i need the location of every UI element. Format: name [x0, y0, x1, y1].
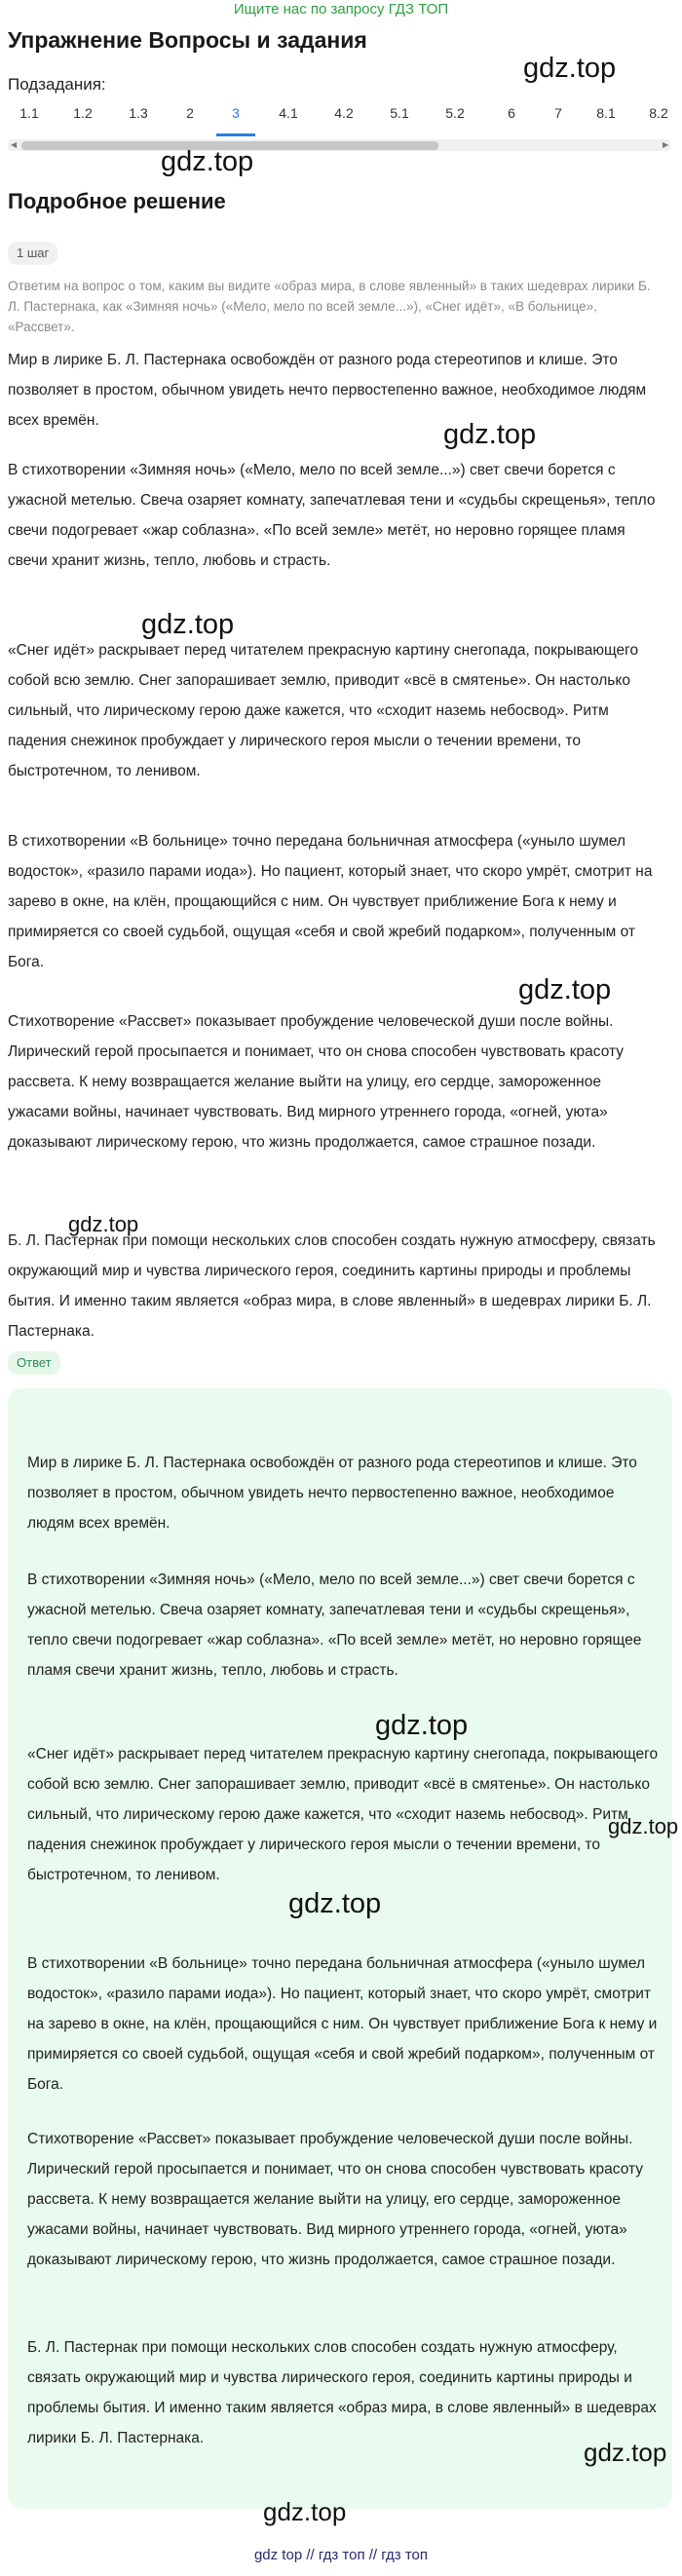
answer-paragraph: Стихотворение «Рассвет» показывает пробуждение человеческой души после войны. Лирический герой просыпается и понимает, что он снова способен чувствовать красоту рассвета. К нему возвращается желание выйти на улицу, его сердце, замороженное ужасами войны, начинает чувствовать. Вид мирного утреннего города, «огней, уюта» доказывают лирическому герою, что жизнь продолжается, самое страшное позади. — [27, 2131, 644, 2268]
answer-paragraph: Б. Л. Пастернак при помощи нескольких слов способен создать нужную атмосферу, связать окружающий мир и чувства лирического героя, соединить картины природы и проблемы бытия. И именно таким является «образ мира, в слове явленный» в шедеврах лирики Б. Л. Пастернака. — [27, 2339, 657, 2446]
tab-4-2[interactable]: 4.2 — [334, 105, 354, 121]
watermark: gdz.top — [523, 53, 617, 84]
active-tab-indicator — [216, 133, 255, 136]
solution-paragraph: Стихотворение «Рассвет» показывает пробуждение человеческой души после войны. Лирический герой просыпается и понимает, что он снова способен чувствовать красоту рассвета. К нему возвращается желание выйти на улицу, его сердце, замороженное ужасами войны, начинает чувствовать. Вид мирного утреннего города, «огней, уюта» доказывают лирическому герою, что жизнь продолжается, самое страшное позади. — [8, 1013, 625, 1151]
tab-1-1[interactable]: 1.1 — [19, 105, 39, 121]
watermark: gdz.top — [608, 1814, 679, 1838]
scroll-right-icon[interactable]: ▶ — [663, 140, 669, 149]
watermark: gdz.top — [443, 419, 537, 450]
tab-1-2[interactable]: 1.2 — [73, 105, 93, 121]
tab-8-1[interactable]: 8.1 — [596, 105, 616, 121]
subtask-tabs — [0, 105, 682, 133]
solution-paragraph: Б. Л. Пастернак при помощи нескольких слов способен создать нужную атмосферу, связать окружающий мир и чувства лирического героя, соединить картины природы и проблемы бытия. И именно таким является «образ мира, в слове явленный» в шедеврах лирики Б. Л. Пастернака. — [8, 1232, 656, 1340]
watermark: gdz.top — [68, 1212, 139, 1236]
tab-5-1[interactable]: 5.1 — [390, 105, 409, 121]
tab-1-3[interactable]: 1.3 — [129, 105, 148, 121]
solution-paragraph: В стихотворении «Зимняя ночь» («Мело, мело по всей земле...») свет свечи борется с ужасной метелью. Свеча озаряет комнату, запечатлевая тени и «судьбы скрещенья», тепло свечи подогревает «жар соблазна». «По всей земле» метёт, но неровно горящее пламя свечи хранит жизнь, тепло, любовь и страсть. — [8, 462, 656, 569]
tab-4-1[interactable]: 4.1 — [279, 105, 298, 121]
tab-3[interactable]: 3 — [232, 105, 240, 121]
solution-paragraph: Мир в лирике Б. Л. Пастернака освобождён от разного рода стереотипов и клише. Это позволяет в простом, обычном увидеть нечто первостепенно важное, необходимое людям всех времён. — [8, 352, 647, 429]
solution-paragraph: «Снег идёт» раскрывает перед читателем прекрасную картину снегопада, покрывающего собой всю землю. Снег запорашивает землю, приводит «всё в смятенье». Он настолько сильный, что лирическому герою даже кажется, что «сходит наземь небосвод». Ритм падения снежинок пробуждает у лирического героя мысли о течении времени, то быстротечном, то ленивом. — [8, 642, 639, 779]
question-text: Ответим на вопрос о том, каким вы видите «образ мира, в слове явленный» в таких шедеврах лирики Б. Л. Пастернака, как «Зимняя ночь» («Мело, мело по всей земле...»), «Снег идёт», «В больнице», «Рассвет». — [8, 279, 651, 334]
watermark: gdz.top — [584, 2438, 667, 2467]
subtasks-label: Подзадания: — [8, 75, 106, 94]
answer-paragraph: В стихотворении «Зимняя ночь» («Мело, мело по всей земле...») свет свечи борется с ужасной метелью. Свеча озаряет комнату, запечатлевая тени и «судьбы скрещенья», тепло свечи подогревает «жар соблазна». «По всей земле» метёт, но неровно горящее пламя свечи хранит жизнь, тепло, любовь и страсть. — [27, 1572, 642, 1679]
watermark: gdz.top — [375, 1710, 469, 1741]
watermark: gdz.top — [161, 146, 254, 177]
footer-text: gdz top // гдз топ // гдз топ — [253, 2547, 429, 2563]
top-banner: Ищите нас по запросу ГДЗ ТОП — [233, 1, 449, 18]
tab-8-2[interactable]: 8.2 — [649, 105, 668, 121]
tab-6[interactable]: 6 — [508, 105, 515, 121]
watermark: gdz.top — [141, 609, 235, 640]
watermark: gdz.top — [288, 1888, 382, 1919]
watermark: gdz.top — [518, 974, 612, 1005]
scroll-left-icon[interactable]: ◀ — [11, 140, 18, 149]
page-title: Упражнение Вопросы и задания — [8, 27, 367, 53]
tab-2[interactable]: 2 — [186, 105, 194, 121]
answer-paragraph: «Снег идёт» раскрывает перед читателем прекрасную картину снегопада, покрывающего собой всю землю. Снег запорашивает землю, приводит «всё в смятенье». Он настолько сильный, что лирическому герою даже кажется, что «сходит наземь небосвод». Ритм падения снежинок пробуждает у лирического героя мысли о течении времени, то быстротечном, то ленивом. — [27, 1746, 659, 1883]
tab-5-2[interactable]: 5.2 — [445, 105, 465, 121]
watermark: gdz.top — [263, 2497, 347, 2526]
answer-badge: Ответ — [8, 1351, 60, 1375]
answer-paragraph: В стихотворении «В больнице» точно передана больничная атмосфера («уныло шумел водосток», «разило парами иода»). Но пациент, который знает, что скоро умрёт, смотрит на зарево в окне, на клён, прощающийся с ним. Он чувствует приближение Бога к нему и примиряется со своей судьбой, ощущая «себя и свой жребий подарком», полученным от Бога. — [27, 1955, 658, 2093]
tab-7[interactable]: 7 — [554, 105, 562, 121]
step-badge: 1 шаг — [8, 242, 57, 265]
answer-paragraph: Мир в лирике Б. Л. Пастернака освобождён от разного рода стереотипов и клише. Это позволяет в простом, обычном увидеть нечто первостепенно важное, необходимое людям всех времён. — [27, 1455, 637, 1532]
section-title: Подробное решение — [8, 189, 226, 213]
solution-paragraph: В стихотворении «В больнице» точно передана больничная атмосфера («уныло шумел водосток», «разило парами иода»). Но пациент, который знает, что скоро умрёт, смотрит на зарево в окне, на клён, прощающийся с ним. Он чувствует приближение Бога к нему и примиряется со своей судьбой, ощущая «себя и свой жребий подарком», полученным от Бога. — [8, 833, 653, 970]
